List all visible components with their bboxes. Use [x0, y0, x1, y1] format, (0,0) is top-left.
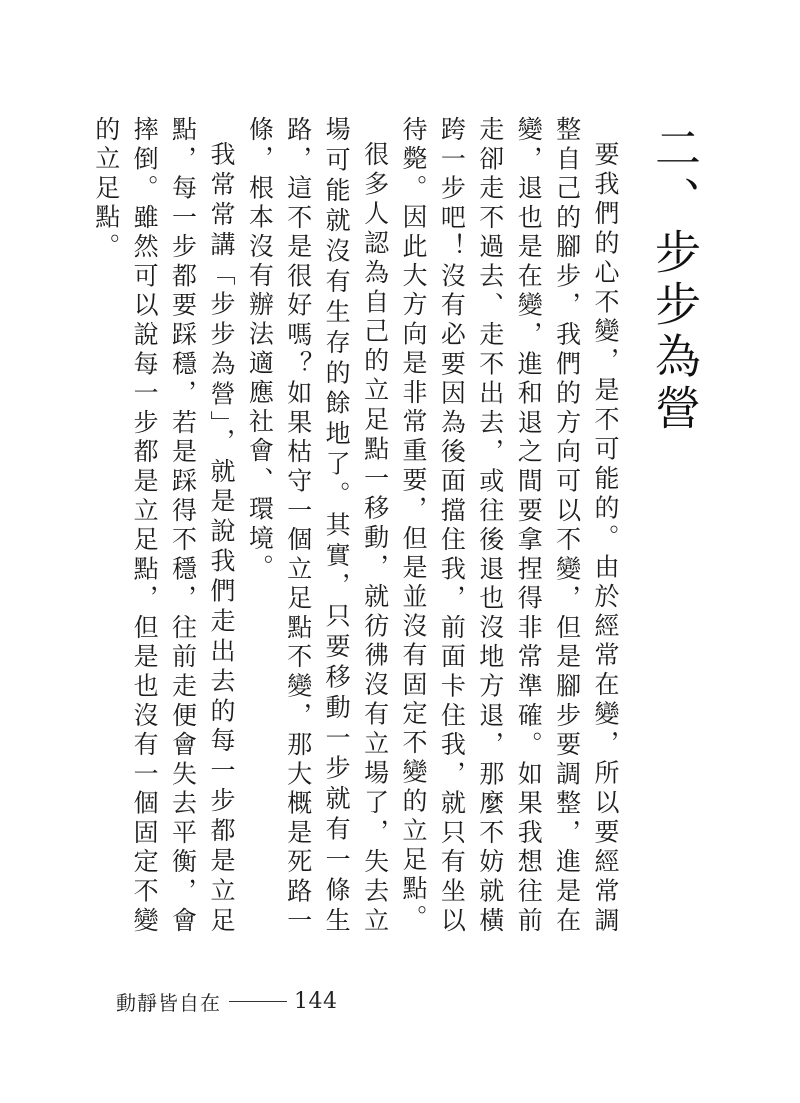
running-book-title: 動靜皆自在: [116, 990, 221, 1015]
page-number: 144: [294, 988, 338, 1014]
paragraph-2: 很多人認為自己的立足點一移動，就彷彿沒有立場了，失去立場可能就沒有生存的餘地了。其實，只要移動一步就有一條生路，這不是很好嗎？如果枯守一個立足點不變，那大概是死路一條，根本沒有辦法適應社會、環境。: [245, 116, 390, 936]
paragraph-3: 我常常講「步步為營」，就是說我們走出去的每一步都是立足點，每一步都要踩穩，若是踩得不穩，往前走便會失去平衡，會摔倒。雖然可以說每一步都是立足點，但是也沒有一個固定不變的立足點。: [91, 116, 236, 936]
vertical-text-block: [84, 116, 704, 936]
footer-rule: [229, 1001, 287, 1002]
paragraph-1: 要我們的心不變，是不可能的。由於經常在變，所以要經常調整自己的腳步，我們的方向可以不變，但是腳步要調整，進是在變，退也是在變，進和退之間要拿捏得非常準確。如果我想往前走卻走不過去、走不出去，或往後退也沒地方退，那麼不妨就橫跨一步吧！沒有必要因為後面擋住我，前面卡住我，就只有坐以待斃。因此大方向是非常重要，但是並沒有固定不變的立足點。: [398, 116, 620, 936]
section-heading: 二、步步為營: [648, 124, 702, 436]
page-footer: [116, 986, 338, 1016]
